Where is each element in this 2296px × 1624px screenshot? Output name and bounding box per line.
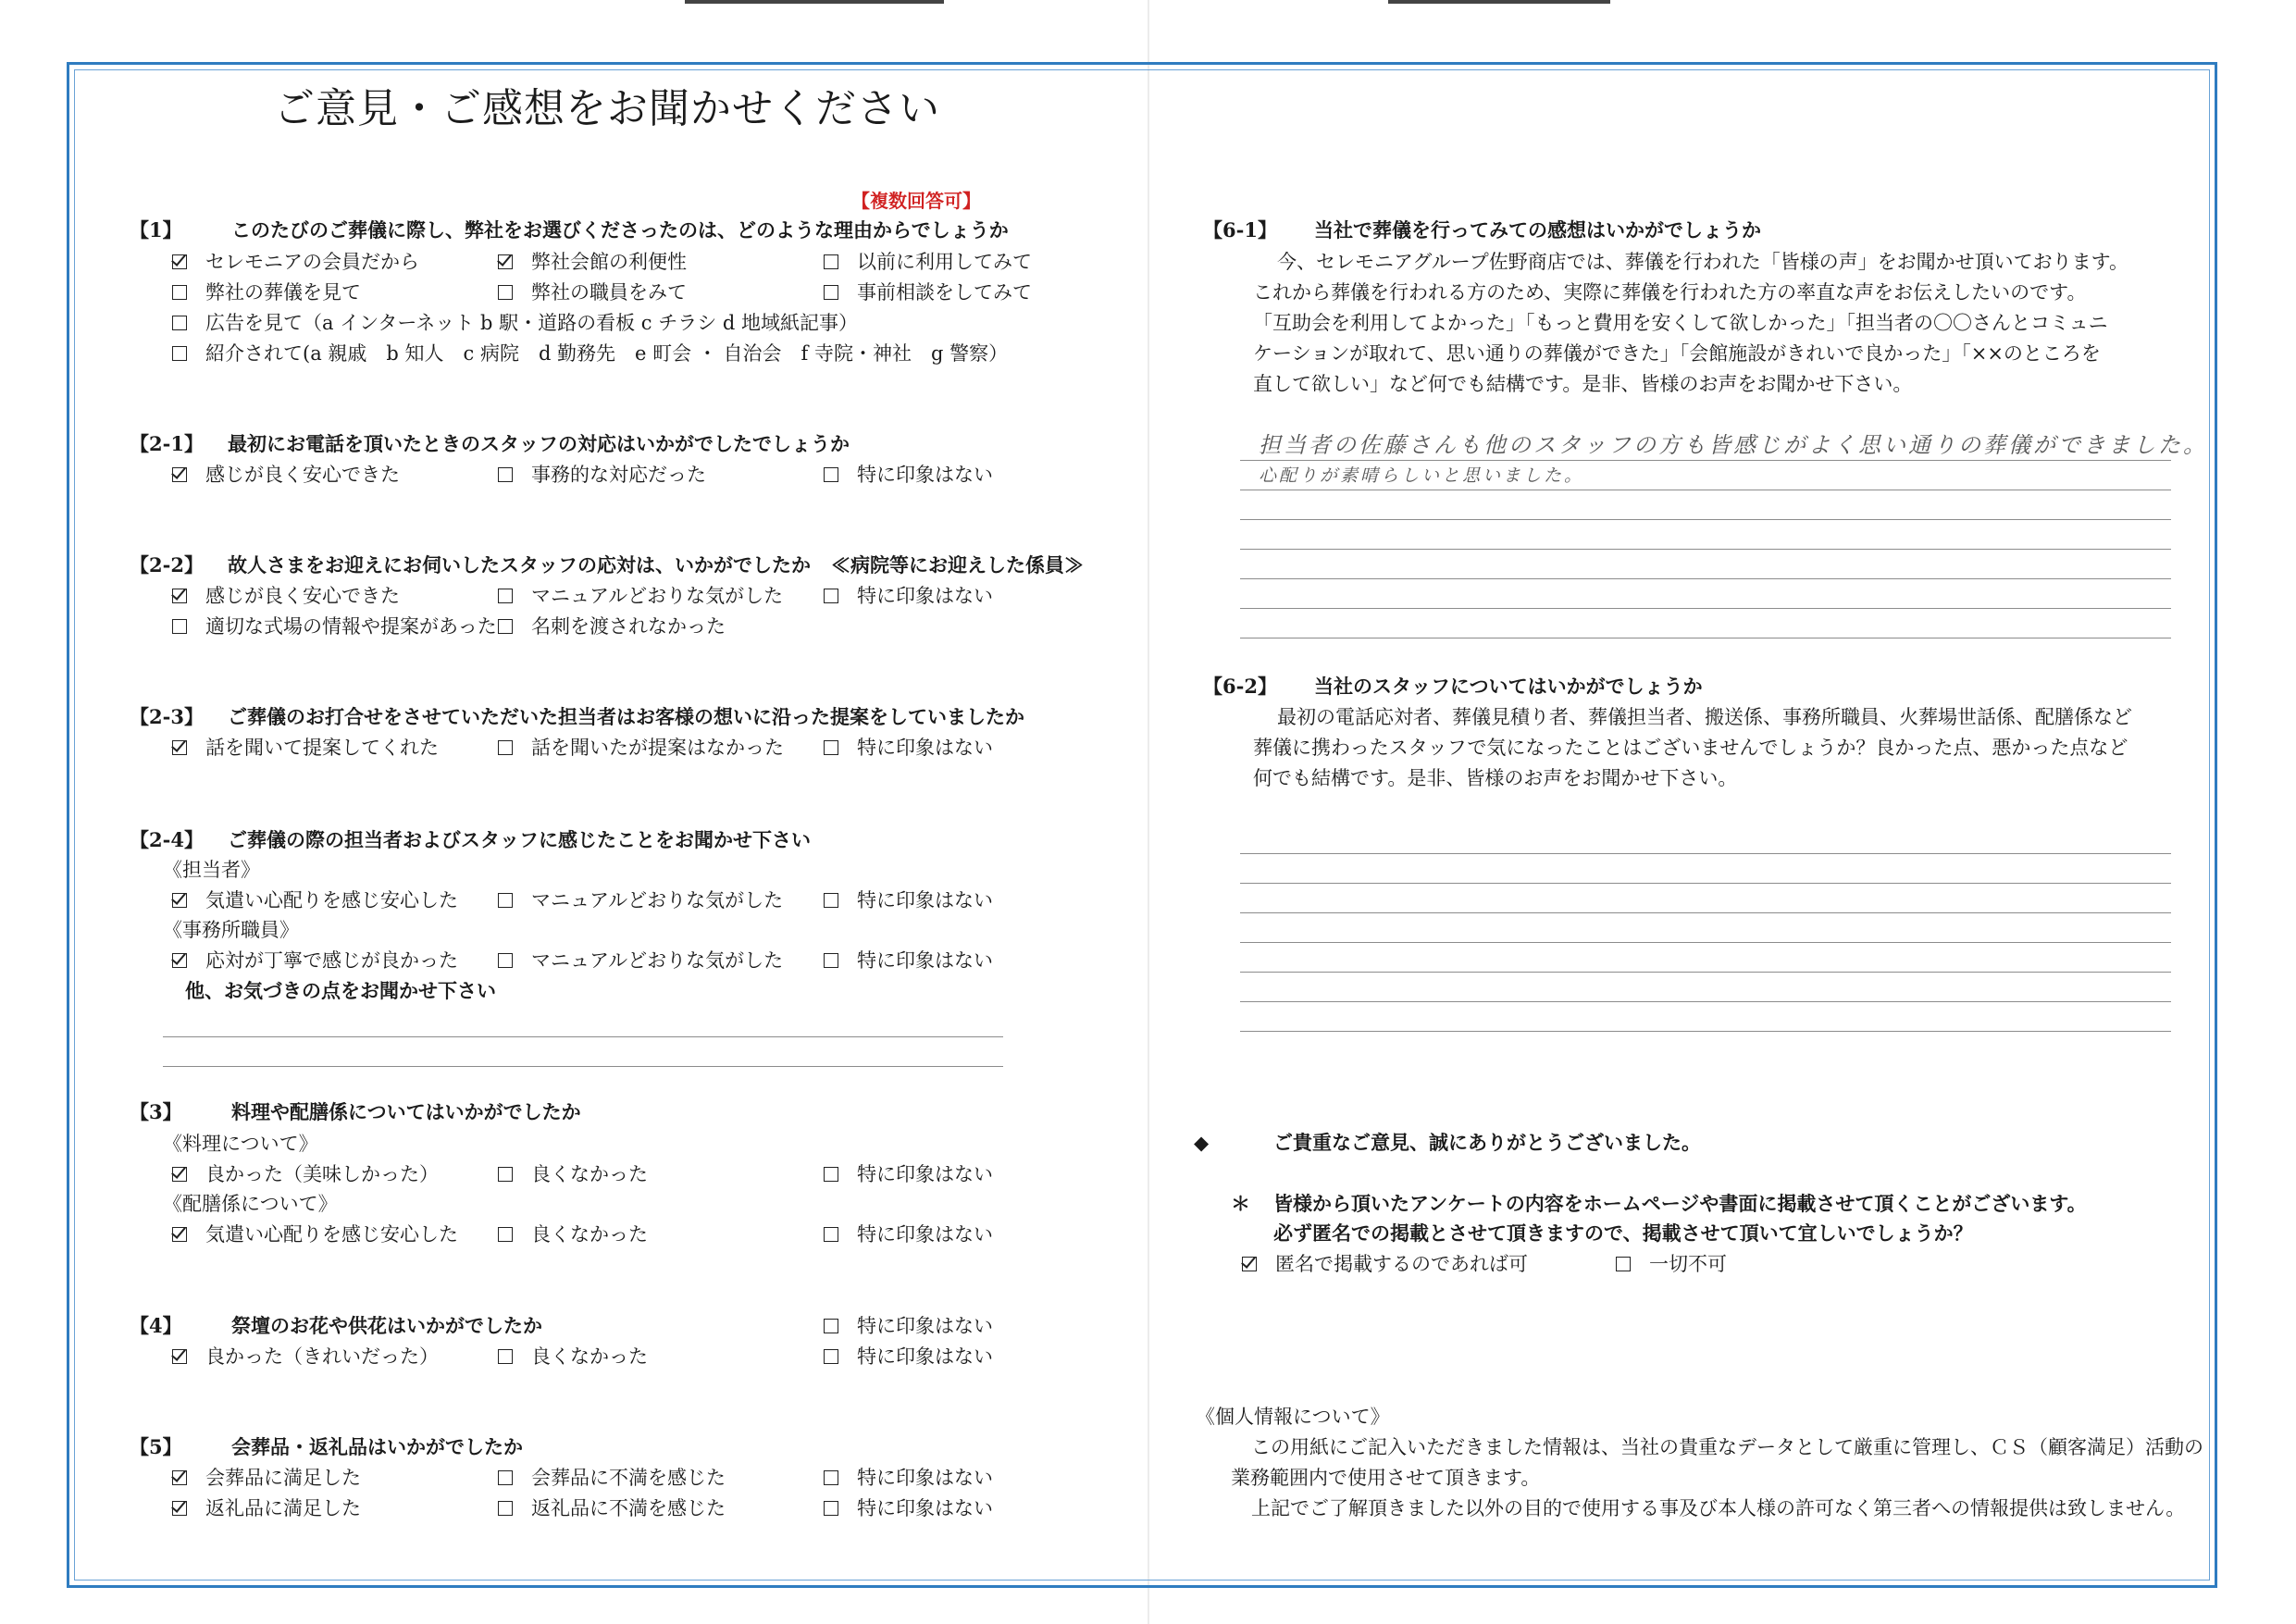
privacy-text: この用紙にご記入いただきました情報は、当社の貴重なデータとして厳重に管理し、ＣＳ（顧客満足）活動の <box>1251 1436 2203 1458</box>
q6-1-number: 【6-1】 <box>1203 218 1277 242</box>
answer-line[interactable] <box>1240 608 2171 609</box>
q2-1-number: 【2-1】 <box>130 432 204 455</box>
q6-1-description: 「互助会を利用してよかった」「もっと費用を安くして欲しかった」「担当者の〇〇さんとコミュニ <box>1253 312 2108 334</box>
checkbox[interactable] <box>498 740 513 755</box>
q2-2-option[interactable]: 名刺を渡されなかった <box>498 613 726 640</box>
q2-4-sub-label: 《担当者》 <box>163 859 260 881</box>
scan-mark <box>685 0 944 4</box>
answer-line[interactable] <box>1240 1001 2171 1002</box>
checkbox[interactable] <box>824 953 838 968</box>
q2-1-question: 最初にお電話を頂いたときのスタッフの対応はいかがでしたでしょうか <box>228 432 850 455</box>
checkbox[interactable] <box>172 619 187 634</box>
q2-2-option[interactable]: 感じが良く安心できた <box>172 582 400 610</box>
q2-4-option[interactable]: 気遣い心配りを感じ安心した <box>172 886 458 914</box>
q3-question: 料理や配膳係についてはいかがでしたか <box>231 1100 581 1123</box>
q3-number: 【3】 <box>130 1100 182 1123</box>
q2-2-question: 故人さまをお迎えにお伺いしたスタッフの応対は、いかがでしたか <box>228 553 811 576</box>
q6-2-description: 何でも結構です。是非、皆様のお声をお聞かせ下さい。 <box>1253 767 1738 789</box>
q5-option[interactable]: 会葬品に満足した <box>172 1464 361 1492</box>
q4-option[interactable]: 特に印象はない <box>824 1312 993 1340</box>
q4-option[interactable]: 特に印象はない <box>824 1343 993 1370</box>
checkbox[interactable] <box>498 1167 513 1182</box>
publish-question: 必ず匿名での掲載とさせて頂きますので、掲載させて頂いて宜しいでしょうか？ <box>1273 1221 1973 1245</box>
q3-option[interactable]: 良くなかった <box>498 1160 648 1188</box>
scan-mark <box>1388 0 1610 4</box>
answer-line[interactable] <box>1240 460 2171 461</box>
q1-option[interactable]: 広告を見て（a インターネット b 駅・道路の看板 c チラシ d 地域紙記事） <box>172 309 858 337</box>
checkbox[interactable] <box>498 467 513 482</box>
thanks-message: ご貴重なご意見、誠にありがとうございました。 <box>1273 1131 1701 1154</box>
q2-4-sub-label: 《事務所職員》 <box>163 919 299 941</box>
checkbox[interactable] <box>824 1227 838 1242</box>
q2-1-option[interactable]: 事務的な対応だった <box>498 461 706 489</box>
q2-4-number: 【2-4】 <box>130 828 204 851</box>
answer-line[interactable] <box>1240 853 2171 854</box>
q2-2-option[interactable]: 特に印象はない <box>824 582 993 610</box>
checkbox[interactable] <box>498 893 513 908</box>
handwritten-answer: 心配りが素晴らしいと思いました。 <box>1259 465 1585 486</box>
q2-1-option[interactable]: 感じが良く安心できた <box>172 461 400 489</box>
q4-number: 【4】 <box>130 1314 182 1337</box>
checkbox[interactable] <box>498 1501 513 1516</box>
answer-line[interactable] <box>1240 1031 2171 1032</box>
q4-question: 祭壇のお花や供花はいかがでしたか <box>231 1314 542 1337</box>
q1-option[interactable]: 紹介されて(a 親戚 b 知人 c 病院 d 勤務先 e 町会 ・ 自治会 f 寺院・神社 g 警察） <box>172 340 1008 367</box>
checkbox[interactable] <box>1616 1257 1631 1271</box>
q4-option[interactable]: 良かった（きれいだった） <box>172 1343 439 1370</box>
q2-2-option[interactable]: マニュアルどおりな気がした <box>498 582 783 610</box>
checkbox[interactable] <box>498 254 513 269</box>
answer-line[interactable] <box>1240 972 2171 973</box>
q2-4-option[interactable]: マニュアルどおりな気がした <box>498 886 783 914</box>
checkbox[interactable] <box>172 589 187 603</box>
q3-sub-label: 《料理について》 <box>163 1133 318 1155</box>
checkbox[interactable] <box>172 1227 187 1242</box>
q5-question: 会葬品・返礼品はいかがでしたか <box>231 1435 523 1458</box>
q1-option[interactable]: 以前に利用してみて <box>824 248 1032 276</box>
checkbox[interactable] <box>172 1470 187 1485</box>
multi-answer-note: 【複数回答可】 <box>851 190 981 212</box>
checkbox[interactable] <box>824 1319 838 1333</box>
q4-option[interactable]: 良くなかった <box>498 1343 648 1370</box>
q6-2-question: 当社のスタッフについてはいかがでしょうか <box>1314 675 1703 698</box>
q2-2-note: ≪病院等にお迎えした係員≫ <box>831 553 1084 576</box>
checkbox[interactable] <box>824 285 838 300</box>
checkbox[interactable] <box>172 740 187 755</box>
q5-option[interactable]: 返礼品に満足した <box>172 1494 361 1522</box>
checkbox[interactable] <box>824 740 838 755</box>
checkbox[interactable] <box>824 589 838 603</box>
q3-sub-label: 《配膳係について》 <box>163 1193 338 1215</box>
checkbox[interactable] <box>824 1349 838 1364</box>
checkbox[interactable] <box>172 346 187 361</box>
q2-3-option[interactable]: 特に印象はない <box>824 734 993 762</box>
q5-number: 【5】 <box>130 1435 182 1458</box>
answer-line[interactable] <box>1240 912 2171 913</box>
checkbox[interactable] <box>172 254 187 269</box>
q6-1-description: 直して欲しい」など何でも結構です。是非、皆様のお声をお聞かせ下さい。 <box>1253 373 1913 395</box>
q3-option[interactable]: 良くなかった <box>498 1221 648 1248</box>
checkbox[interactable] <box>498 1227 513 1242</box>
q6-1-description: これから葬儀を行われる方のため、実際に葬儀を行われた方の率直な声をお伝えしたいのです。 <box>1253 281 2087 304</box>
q1-option[interactable]: 弊社会館の利便性 <box>498 248 687 276</box>
checkbox[interactable] <box>824 467 838 482</box>
q3-option[interactable]: 良かった（美味しかった） <box>172 1160 439 1188</box>
checkbox[interactable] <box>498 953 513 968</box>
checkbox[interactable] <box>172 893 187 908</box>
q2-2-option[interactable]: 適切な式場の情報や提案があった <box>172 613 497 640</box>
q2-2-number: 【2-2】 <box>130 553 204 576</box>
answer-line[interactable] <box>163 1066 1003 1067</box>
publish-option[interactable]: 一切不可 <box>1616 1250 1727 1278</box>
checkbox[interactable] <box>498 285 513 300</box>
checkbox[interactable] <box>172 1501 187 1516</box>
q1-option[interactable]: 弊社の葬儀を見て <box>172 279 361 306</box>
checkbox[interactable] <box>498 589 513 603</box>
checkbox[interactable] <box>1242 1257 1257 1271</box>
q1-option[interactable]: 弊社の職員をみて <box>498 279 687 306</box>
publish-option[interactable]: 匿名で掲載するのであれば可 <box>1242 1250 1528 1278</box>
q2-4-option[interactable]: 特に印象はない <box>824 947 993 974</box>
checkbox[interactable] <box>172 316 187 330</box>
q1-number: 【1】 <box>130 218 182 242</box>
diamond-bullet-icon: ◆ <box>1194 1131 1210 1154</box>
q5-option[interactable]: 特に印象はない <box>824 1494 993 1522</box>
q3-option[interactable]: 特に印象はない <box>824 1160 993 1188</box>
answer-line[interactable] <box>1240 578 2171 579</box>
q1-question: このたびのご葬儀に際し、弊社をお選びくださったのは、どのような理由からでしょうか <box>231 218 1009 242</box>
page-title: ご意見・ご感想をお聞かせください <box>274 85 940 132</box>
checkbox[interactable] <box>824 254 838 269</box>
q2-3-question: ご葬儀のお打合せをさせていただいた担当者はお客様の想いに沿った提案をしていましたか <box>228 705 1024 728</box>
q1-option[interactable]: セレモニアの会員だから <box>172 248 419 276</box>
answer-line[interactable] <box>1240 549 2171 550</box>
publish-notice: 皆様から頂いたアンケートの内容をホームページや書面に掲載させて頂くことがございます。 <box>1273 1192 2087 1215</box>
privacy-heading: 《個人情報について》 <box>1196 1406 1390 1428</box>
q5-option[interactable]: 返礼品に不満を感じた <box>498 1494 726 1522</box>
checkbox[interactable] <box>498 1349 513 1364</box>
q2-3-option[interactable]: 話を聞いて提案してくれた <box>172 734 439 762</box>
checkbox[interactable] <box>498 619 513 634</box>
q5-option[interactable]: 会葬品に不満を感じた <box>498 1464 726 1492</box>
q6-1-description: 今、セレモニアグループ佐野商店では、葬儀を行われた「皆様の声」をお聞かせ頂いております。 <box>1277 251 2129 273</box>
q6-1-description: ケーションが取れて、思い通りの葬儀ができた」「会館施設がきれいで良かった」「××のところを <box>1253 342 2101 365</box>
q3-option[interactable]: 気遣い心配りを感じ安心した <box>172 1221 458 1248</box>
q6-2-number: 【6-2】 <box>1203 675 1277 698</box>
q2-3-number: 【2-3】 <box>130 705 204 728</box>
answer-line[interactable] <box>1240 883 2171 884</box>
checkbox[interactable] <box>824 1167 838 1182</box>
checkbox[interactable] <box>824 893 838 908</box>
asterisk-bullet: ＊ <box>1231 1192 1250 1215</box>
checkbox[interactable] <box>172 1349 187 1364</box>
q3-option[interactable]: 特に印象はない <box>824 1221 993 1248</box>
checkbox[interactable] <box>498 1470 513 1485</box>
checkbox[interactable] <box>172 953 187 968</box>
checkbox[interactable] <box>824 1470 838 1485</box>
q2-4-option[interactable]: 応対が丁寧で感じが良かった <box>172 947 458 974</box>
checkbox[interactable] <box>172 1167 187 1182</box>
q2-3-option[interactable]: 話を聞いたが提案はなかった <box>498 734 784 762</box>
checkbox[interactable] <box>172 467 187 482</box>
q2-4-question: ご葬儀の際の担当者およびスタッフに感じたことをお聞かせ下さい <box>228 828 811 851</box>
handwritten-answer: 担当者の佐藤さんも他のスタッフの方も皆感じがよく思い通りの葬儀ができました。 <box>1259 432 2208 458</box>
q6-2-description: 最初の電話応対者、葬儀見積り者、葬儀担当者、搬送係、事務所職員、火葬場世話係、配膳係など <box>1277 706 2132 728</box>
checkbox[interactable] <box>824 1501 838 1516</box>
privacy-text: 業務範囲内で使用させて頂きます。 <box>1231 1467 1541 1489</box>
answer-line[interactable] <box>163 1036 1003 1037</box>
checkbox[interactable] <box>172 285 187 300</box>
q2-4-option[interactable]: マニュアルどおりな気がした <box>498 947 783 974</box>
q1-option[interactable]: 事前相談をしてみて <box>824 279 1032 306</box>
answer-line[interactable] <box>1240 942 2171 943</box>
q2-4-option[interactable]: 特に印象はない <box>824 886 993 914</box>
privacy-text: 上記でご了解頂きました以外の目的で使用する事及び本人様の許可なく第三者への情報提供は致しません。 <box>1251 1497 2186 1519</box>
q6-1-question: 当社で葬儀を行ってみての感想はいかがでしょうか <box>1314 218 1761 242</box>
q6-2-description: 葬儀に携わったスタッフで気になったことはございませんでしょうか？良かった点、悪かった点など <box>1253 737 2128 759</box>
q2-1-option[interactable]: 特に印象はない <box>824 461 993 489</box>
q2-4-other-prompt: 他、お気づきの点をお聞かせ下さい <box>185 979 496 1002</box>
q5-option[interactable]: 特に印象はない <box>824 1464 993 1492</box>
answer-line[interactable] <box>1240 519 2171 520</box>
